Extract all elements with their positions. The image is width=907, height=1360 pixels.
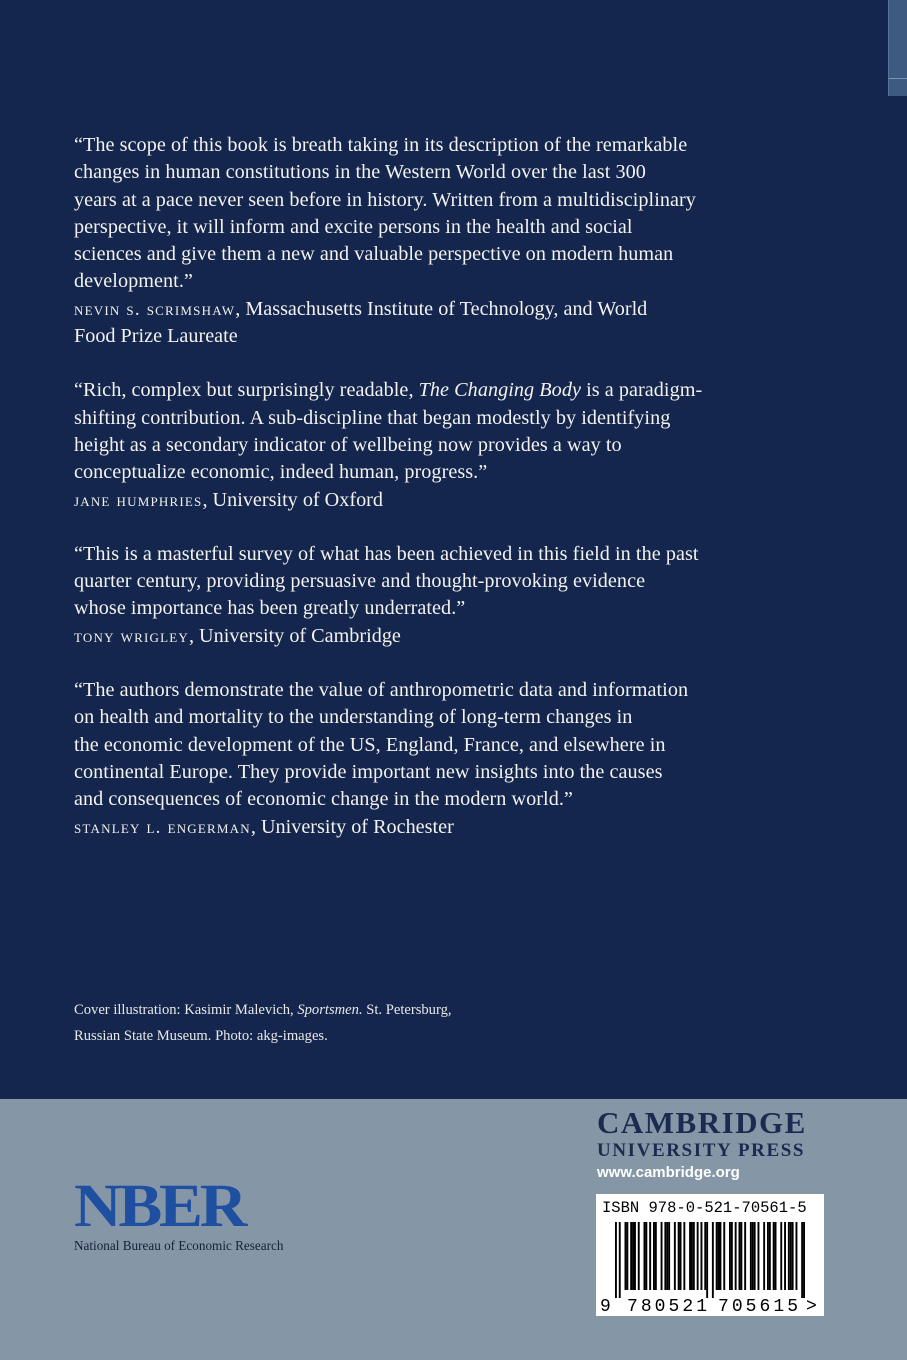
- barcode-bar: [775, 1222, 777, 1290]
- barcode-bar: [644, 1222, 646, 1290]
- barcode-bar: [744, 1222, 746, 1290]
- barcode-bar: [729, 1222, 731, 1290]
- barcode-bar: [668, 1222, 670, 1290]
- blurb-quote: [74, 377, 804, 486]
- quote-line: conceptualize economic, indeed human, progress.”: [74, 461, 488, 484]
- quote-line: “The authors demonstrate the value of anthropometric data and information: [74, 679, 689, 702]
- quote-line: perspective, it will inform and excite persons in the health and social: [74, 215, 633, 238]
- barcode-bar: [683, 1222, 685, 1290]
- spine-edge-strip: [888, 0, 907, 96]
- barcode-bar: [701, 1222, 703, 1290]
- barcode-bar: [803, 1222, 805, 1298]
- barcode-bar: [625, 1222, 627, 1290]
- barcode-bar: [645, 1222, 647, 1290]
- barcode-bar: [712, 1222, 714, 1298]
- barcode-bar: [758, 1222, 760, 1290]
- blurb-attribution: [74, 814, 804, 841]
- author-affiliation: , University of Oxford: [202, 488, 383, 511]
- isbn-barcode: [596, 1194, 824, 1316]
- quote-text: is a paradigm-: [580, 379, 703, 402]
- barcode-bar: [773, 1222, 775, 1290]
- barcode-bar: [649, 1222, 651, 1290]
- barcode-bar: [735, 1222, 737, 1290]
- barcode-bar: [693, 1222, 695, 1290]
- blurbs-section: [74, 132, 804, 868]
- barcode-bar: [661, 1222, 663, 1290]
- publisher-name: CAMBRIDGE: [597, 1105, 807, 1140]
- barcode-bar: [632, 1222, 634, 1290]
- barcode-digit-first: 9: [600, 1297, 611, 1316]
- barcode-bar: [792, 1222, 794, 1290]
- barcode-bar: [731, 1222, 733, 1290]
- blurb-3: [74, 541, 804, 650]
- barcode-bar: [691, 1222, 693, 1290]
- author-affiliation: , Massachusetts Institute of Technology, and World: [235, 297, 648, 320]
- barcode-bar: [626, 1222, 628, 1290]
- barcode-bar: [666, 1222, 668, 1290]
- barcode-bar: [723, 1222, 725, 1290]
- barcode-bar: [716, 1222, 718, 1290]
- barcode-bar: [706, 1222, 708, 1298]
- blurb-quote: [74, 132, 804, 296]
- author-name: nevin s. scrimshaw: [74, 298, 236, 320]
- quote-text: “Rich, complex but surprisingly readable,: [74, 379, 419, 402]
- quote-line: changes in human constitutions in the Western World over the last 300: [74, 161, 646, 184]
- author-name: stanley l. engerman: [74, 816, 251, 838]
- quote-line: “The scope of this book is breath taking in its description of the remarkable: [74, 134, 688, 156]
- publisher-press: UNIVERSITY PRESS: [597, 1140, 806, 1161]
- barcode-bar: [739, 1222, 741, 1290]
- publisher-url: www.cambridge.org: [597, 1164, 740, 1181]
- barcode-bar: [754, 1222, 756, 1290]
- barcode-bar: [718, 1222, 720, 1290]
- quote-line: sciences and give them a new and valuable perspective on modern human: [74, 243, 674, 266]
- barcode-bar: [630, 1222, 632, 1290]
- nber-full-name: National Bureau of Economic Research: [74, 1238, 284, 1253]
- quote-line: shifting contribution. A sub-discipline that began modestly by identifying: [74, 406, 671, 429]
- quote-line: continental Europe. They provide important new insights into the causes: [74, 760, 663, 783]
- barcode-bar: [796, 1222, 798, 1290]
- quote-line: “This is a masterful survey of what has been achieved in this field in the past: [74, 542, 699, 565]
- barcode-bar: [780, 1222, 782, 1290]
- quote-line: height as a secondary indicator of wellbeing now provides a way to: [74, 433, 622, 456]
- barcode-bar: [704, 1222, 706, 1290]
- barcode-bar: [790, 1222, 792, 1290]
- barcode-digits-left: 780521: [627, 1297, 707, 1316]
- author-name: jane humphries: [74, 489, 203, 511]
- author-affiliation: Food Prize Laureate: [74, 325, 238, 348]
- barcode-bar: [801, 1222, 803, 1298]
- barcode-bar: [655, 1222, 657, 1290]
- artwork-title: Sportsmen.: [297, 1002, 363, 1018]
- quote-line: quarter century, providing persuasive and thought-provoking evidence: [74, 570, 646, 593]
- isbn-label: ISBN 978-0-521-70561-5: [602, 1199, 807, 1217]
- author-affiliation: , University of Cambridge: [188, 624, 401, 647]
- barcode-bar: [752, 1222, 754, 1290]
- publisher-logo: [597, 1106, 825, 1184]
- blurb-attribution: [74, 487, 804, 514]
- blurb-1: [74, 132, 804, 350]
- barcode-bar: [664, 1222, 666, 1290]
- quote-line: the economic development of the US, England, France, and elsewhere in: [74, 733, 666, 756]
- barcode-bar: [674, 1222, 676, 1290]
- quote-line: and consequences of economic change in the modern world.”: [74, 788, 573, 811]
- barcode-bar: [697, 1222, 699, 1290]
- barcode-bar: [619, 1222, 621, 1298]
- credit-text: Cover illustration: Kasimir Malevich,: [74, 1002, 298, 1018]
- nber-wordmark: NBER: [74, 1173, 245, 1240]
- author-affiliation: , University of Rochester: [250, 815, 454, 838]
- credit-line: Russian State Museum. Photo: akg-images.: [74, 1028, 328, 1044]
- barcode-bar: [767, 1222, 769, 1290]
- barcode-digits-right: 705615: [718, 1297, 798, 1316]
- barcode-bar: [638, 1222, 640, 1290]
- blurb-quote: [74, 541, 804, 623]
- barcode-bar: [740, 1222, 742, 1290]
- barcode-bar: [750, 1222, 752, 1290]
- credit-text: St. Petersburg,: [362, 1002, 452, 1018]
- barcode-bar: [788, 1222, 790, 1290]
- quote-line: years at a pace never seen before in history. Written from a multidisciplinary: [74, 188, 696, 211]
- author-name: tony wrigley: [74, 625, 189, 647]
- blurb-2: [74, 377, 804, 513]
- credit-line: [74, 997, 452, 1023]
- barcode-bar: [763, 1222, 765, 1290]
- quote-line: [74, 377, 804, 404]
- barcode-bar: [720, 1222, 722, 1290]
- blurb-4: [74, 677, 804, 841]
- barcode-arrow: >: [806, 1297, 817, 1316]
- nber-logo: [74, 1173, 334, 1254]
- cover-credit: [74, 997, 452, 1049]
- barcode-bar: [680, 1222, 682, 1290]
- quote-line: whose importance has been greatly underrated.”: [74, 597, 466, 620]
- barcode-bar: [653, 1222, 655, 1290]
- barcode-bar: [769, 1222, 771, 1290]
- barcode-bar: [689, 1222, 691, 1290]
- blurb-attribution: [74, 623, 804, 650]
- barcode-bar: [634, 1222, 636, 1290]
- blurb-attribution: [74, 296, 804, 351]
- quote-line: on health and mortality to the understanding of long-term changes in: [74, 706, 633, 729]
- barcode-bar: [615, 1222, 617, 1298]
- barcode-bar: [678, 1222, 680, 1290]
- blurb-quote: [74, 677, 804, 813]
- quote-line: development.”: [74, 270, 193, 293]
- book-title: The Changing Body: [418, 379, 581, 402]
- barcode-bar: [784, 1222, 786, 1290]
